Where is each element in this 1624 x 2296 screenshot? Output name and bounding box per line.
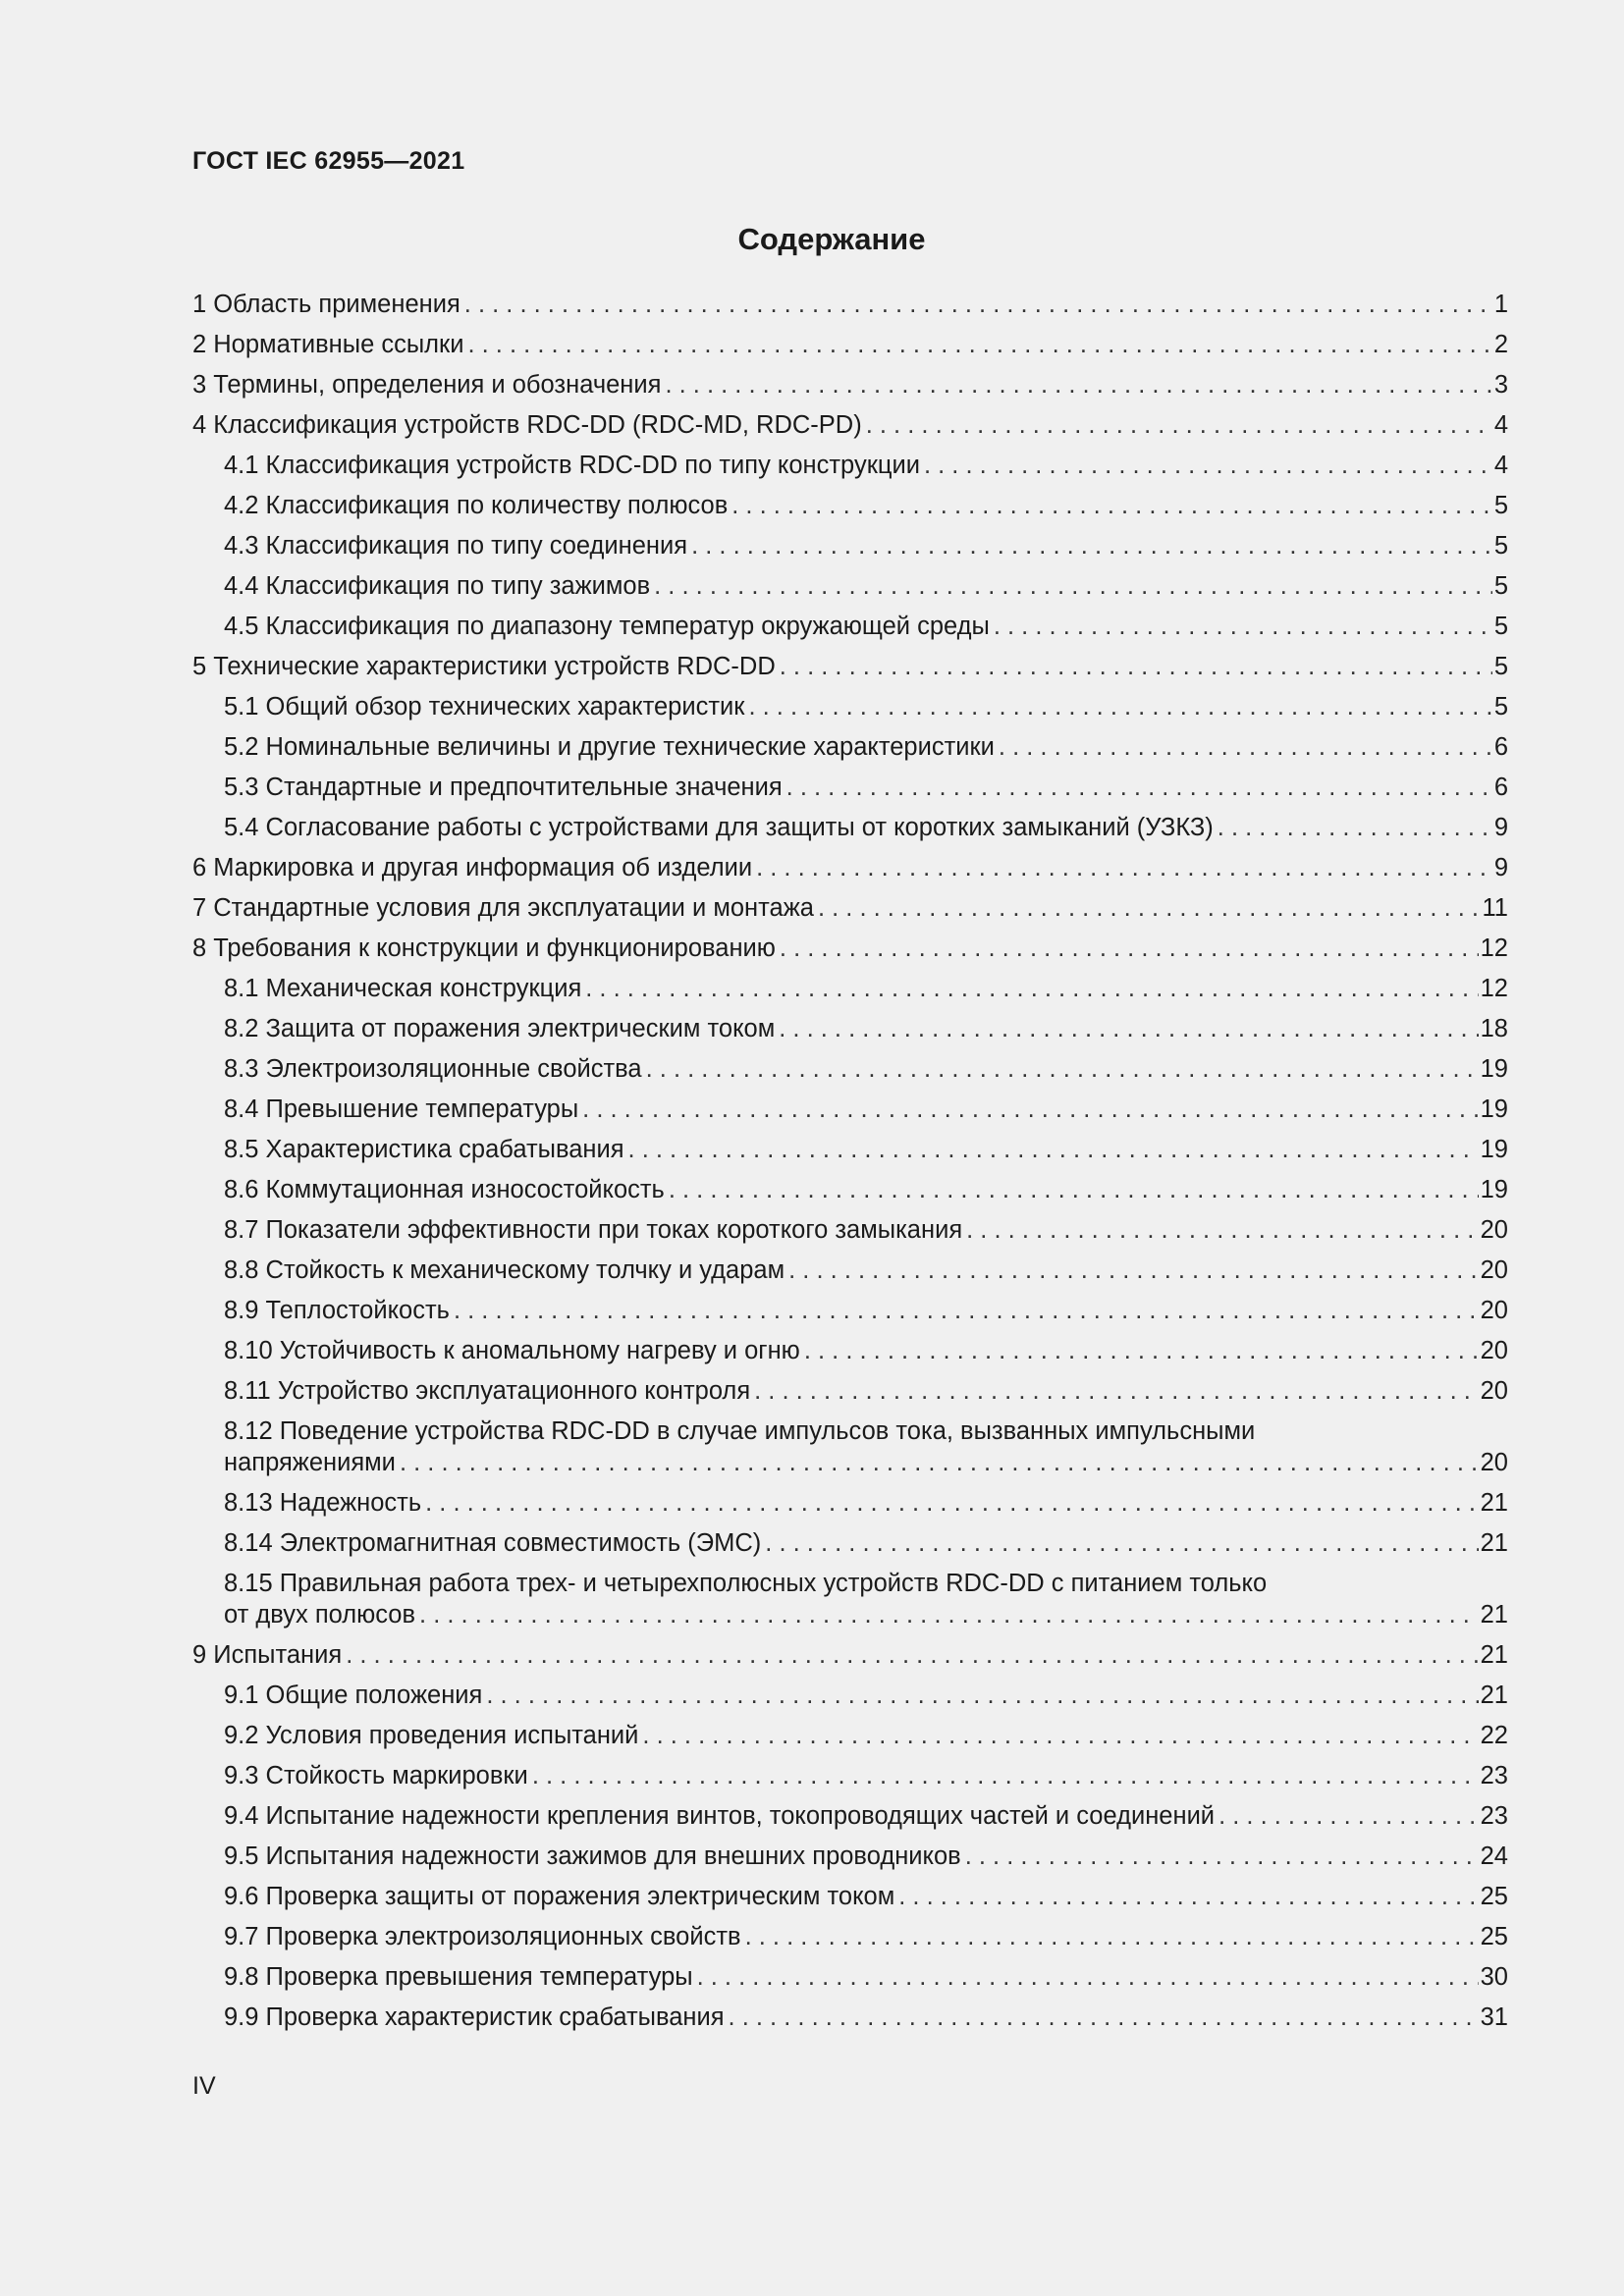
toc-entry[interactable] bbox=[192, 1170, 1508, 1210]
toc-entry-label: 9.3 Стойкость маркировки bbox=[224, 1762, 528, 1789]
toc-entry-label: 8.13 Надежность bbox=[224, 1489, 422, 1517]
toc-entry-page: 6 bbox=[1493, 774, 1508, 801]
dot-leader bbox=[965, 1837, 1479, 1877]
toc-entry[interactable] bbox=[192, 848, 1508, 888]
toc-entry-page: 20 bbox=[1480, 1297, 1508, 1324]
toc-entry-page: 22 bbox=[1480, 1722, 1508, 1749]
toc-entry-label: 5.1 Общий обзор технических характеристик bbox=[224, 693, 745, 721]
toc-entry[interactable] bbox=[192, 1877, 1508, 1917]
toc-entry-label: 9.9 Проверка характеристик срабатывания bbox=[224, 2003, 725, 2031]
dot-leader bbox=[788, 1251, 1478, 1291]
dot-leader bbox=[464, 285, 1492, 325]
toc-entry-label: 9.5 Испытания надежности зажимов для внешних проводников bbox=[224, 1842, 961, 1870]
toc-entry-label: 8.9 Теплостойкость bbox=[224, 1297, 450, 1324]
dot-leader bbox=[585, 969, 1478, 1009]
toc-entry-page: 31 bbox=[1480, 2003, 1508, 2031]
document-header: ГОСТ IEC 62955—2021 bbox=[192, 147, 465, 175]
dot-leader bbox=[999, 727, 1492, 768]
toc-entry[interactable] bbox=[192, 1635, 1508, 1676]
toc-entry-page: 9 bbox=[1493, 814, 1508, 841]
toc-entry-page: 2 bbox=[1493, 331, 1508, 358]
toc-entry-page: 19 bbox=[1480, 1136, 1508, 1163]
toc-entry-page: 9 bbox=[1493, 854, 1508, 881]
dot-leader bbox=[642, 1716, 1478, 1756]
toc-entry-label: 8.6 Коммутационная износостойкость bbox=[224, 1176, 665, 1203]
dot-leader bbox=[425, 1483, 1479, 1523]
toc-entry-page: 21 bbox=[1480, 1641, 1508, 1669]
dot-leader bbox=[467, 325, 1491, 365]
toc-entry-label: 8.7 Показатели эффективности при токах короткого замыкания bbox=[224, 1216, 963, 1244]
toc-entry-label: 8.10 Устойчивость к аномальному нагреву и огню bbox=[224, 1337, 800, 1364]
toc-entry-label: 9.7 Проверка электроизоляционных свойств bbox=[224, 1923, 741, 1950]
toc-entry-page: 1 bbox=[1493, 291, 1508, 318]
toc-entry[interactable] bbox=[192, 1676, 1508, 1716]
toc-entry-page: 4 bbox=[1493, 452, 1508, 479]
toc-entry[interactable] bbox=[192, 1796, 1508, 1837]
toc-entry-page: 21 bbox=[1480, 1601, 1508, 1629]
toc-entry-page: 25 bbox=[1480, 1883, 1508, 1910]
toc-entry[interactable] bbox=[192, 1957, 1508, 1998]
toc-entry-label: 8.8 Стойкость к механическому толчку и ударам bbox=[224, 1256, 785, 1284]
dot-leader bbox=[994, 607, 1492, 647]
page-number: IV bbox=[192, 2072, 216, 2100]
toc-entry[interactable] bbox=[192, 1716, 1508, 1756]
dot-leader bbox=[898, 1877, 1478, 1917]
dot-leader bbox=[748, 687, 1491, 727]
toc-entry[interactable] bbox=[192, 1564, 1508, 1635]
dot-leader bbox=[780, 929, 1479, 969]
toc-entry-label: 8 Требования к конструкции и функционированию bbox=[192, 934, 776, 962]
toc-entry-page: 20 bbox=[1480, 1377, 1508, 1405]
toc-entry[interactable] bbox=[192, 1371, 1508, 1412]
toc-entry-label: 8.15 Правильная работа трех- и четырехполюсных устройств RDC-DD с питанием только bbox=[224, 1570, 1268, 1597]
toc-entry-label: 8.5 Характеристика срабатывания bbox=[224, 1136, 624, 1163]
dot-leader bbox=[419, 1599, 1479, 1630]
toc-entry-label: 4.1 Классификация устройств RDC-DD по типу конструкции bbox=[224, 452, 920, 479]
toc-entry-label: 5.3 Стандартные и предпочтительные значения bbox=[224, 774, 783, 801]
toc-entry-label: 9.1 Общие положения bbox=[224, 1682, 483, 1709]
toc-entry-page: 3 bbox=[1493, 371, 1508, 399]
toc-entry-page: 21 bbox=[1480, 1489, 1508, 1517]
toc-entry-label: 3 Термины, определения и обозначения bbox=[192, 371, 662, 399]
toc-entry-label: 8.14 Электромагнитная совместимость (ЭМС) bbox=[224, 1529, 762, 1557]
toc-entry-label: 8.2 Защита от поражения электрическим током bbox=[224, 1015, 776, 1042]
dot-leader bbox=[697, 1957, 1479, 1998]
toc-entry-label: 5 Технические характеристики устройств RDC-DD bbox=[192, 653, 776, 680]
toc-entry[interactable] bbox=[192, 1251, 1508, 1291]
toc-entry-page: 23 bbox=[1480, 1802, 1508, 1830]
toc-entry-label: 6 Маркировка и другая информация об изделии bbox=[192, 854, 753, 881]
toc-entry-label: 5.4 Согласование работы с устройствами для защиты от коротких замыканий (УЗКЗ) bbox=[224, 814, 1214, 841]
toc-entry[interactable] bbox=[192, 808, 1508, 848]
toc-entry-page: 4 bbox=[1493, 411, 1508, 439]
toc-entry[interactable] bbox=[192, 405, 1508, 446]
dot-leader bbox=[582, 1090, 1478, 1130]
toc-entry-page: 25 bbox=[1480, 1923, 1508, 1950]
toc-entry[interactable] bbox=[192, 1756, 1508, 1796]
toc-entry-page: 11 bbox=[1482, 894, 1508, 922]
toc-entry[interactable] bbox=[192, 1523, 1508, 1564]
toc-entry[interactable] bbox=[192, 1090, 1508, 1130]
toc-entry-label: 5.2 Номинальные величины и другие технические характеристики bbox=[224, 733, 995, 761]
toc-entry-page: 5 bbox=[1493, 492, 1508, 519]
toc-entry-page: 21 bbox=[1480, 1529, 1508, 1557]
toc-entry-page: 5 bbox=[1493, 532, 1508, 560]
dot-leader bbox=[486, 1676, 1478, 1716]
dot-leader bbox=[1218, 1796, 1479, 1837]
toc-entry[interactable] bbox=[192, 929, 1508, 969]
dot-leader bbox=[628, 1130, 1479, 1170]
toc-entry-label: 1 Область применения bbox=[192, 291, 460, 318]
dot-leader bbox=[756, 848, 1492, 888]
toc-entry-page: 19 bbox=[1480, 1176, 1508, 1203]
dot-leader bbox=[780, 647, 1492, 687]
toc-entry-label: 8.1 Механическая конструкция bbox=[224, 975, 582, 1002]
toc-entry[interactable] bbox=[192, 1009, 1508, 1049]
dot-leader bbox=[729, 1998, 1479, 2038]
toc-entry-page: 20 bbox=[1480, 1216, 1508, 1244]
dot-leader bbox=[1218, 808, 1492, 848]
toc-title: Содержание bbox=[737, 222, 926, 256]
toc-entry-label: 8.3 Электроизоляционные свойства bbox=[224, 1055, 642, 1083]
toc-entry-page: 5 bbox=[1493, 613, 1508, 640]
toc-entry[interactable] bbox=[192, 1837, 1508, 1877]
toc-entry-page: 21 bbox=[1480, 1682, 1508, 1709]
toc-entry[interactable] bbox=[192, 1917, 1508, 1957]
toc-entry-label: 9.2 Условия проведения испытаний bbox=[224, 1722, 639, 1749]
toc-entry-page: 12 bbox=[1480, 934, 1508, 962]
toc-entry-label: 7 Стандартные условия для эксплуатации и монтажа bbox=[192, 894, 814, 922]
table-of-contents bbox=[192, 285, 1508, 2038]
toc-entry-label: 4.3 Классификация по типу соединения bbox=[224, 532, 688, 560]
toc-entry-page: 20 bbox=[1480, 1256, 1508, 1284]
toc-entry[interactable] bbox=[192, 607, 1508, 647]
toc-entry-label-continued: напряжениями bbox=[224, 1449, 396, 1476]
toc-entry[interactable] bbox=[192, 687, 1508, 727]
toc-entry-page: 30 bbox=[1480, 1963, 1508, 1991]
toc-entry[interactable] bbox=[192, 1998, 1508, 2038]
toc-entry-page: 20 bbox=[1480, 1337, 1508, 1364]
toc-entry-label: 2 Нормативные ссылки bbox=[192, 331, 464, 358]
toc-entry[interactable] bbox=[192, 365, 1508, 405]
dot-leader bbox=[804, 1331, 1479, 1371]
dot-leader bbox=[966, 1210, 1478, 1251]
toc-entry-label: 4 Классификация устройств RDC-DD (RDC-MD, RDC-PD) bbox=[192, 411, 862, 439]
dot-leader bbox=[669, 1170, 1479, 1210]
toc-entry[interactable] bbox=[192, 486, 1508, 526]
dot-leader bbox=[818, 888, 1481, 929]
toc-entry-page: 5 bbox=[1493, 653, 1508, 680]
toc-entry-page: 20 bbox=[1480, 1449, 1508, 1476]
dot-leader bbox=[346, 1635, 1478, 1676]
toc-entry[interactable] bbox=[192, 325, 1508, 365]
dot-leader bbox=[691, 526, 1492, 566]
toc-entry[interactable] bbox=[192, 285, 1508, 325]
dot-leader bbox=[400, 1447, 1479, 1478]
dot-leader bbox=[454, 1291, 1479, 1331]
toc-entry-label: 9.6 Проверка защиты от поражения электрическим током bbox=[224, 1883, 895, 1910]
dot-leader bbox=[786, 768, 1492, 808]
toc-entry[interactable] bbox=[192, 768, 1508, 808]
toc-entry[interactable] bbox=[192, 1210, 1508, 1251]
toc-entry-label: 4.2 Классификация по количеству полюсов bbox=[224, 492, 729, 519]
dot-leader bbox=[654, 566, 1492, 607]
toc-entry-page: 6 bbox=[1493, 733, 1508, 761]
dot-leader bbox=[665, 365, 1491, 405]
toc-entry-label: 9.8 Проверка превышения температуры bbox=[224, 1963, 693, 1991]
toc-entry[interactable] bbox=[192, 1331, 1508, 1371]
toc-entry-label: 4.5 Классификация по диапазону температур окружающей среды bbox=[224, 613, 990, 640]
toc-entry[interactable] bbox=[192, 446, 1508, 486]
toc-entry[interactable] bbox=[192, 727, 1508, 768]
toc-entry-label: 9.4 Испытание надежности крепления винтов, токопроводящих частей и соединений bbox=[224, 1802, 1216, 1830]
toc-entry[interactable] bbox=[192, 1130, 1508, 1170]
dot-leader bbox=[646, 1049, 1479, 1090]
toc-entry[interactable] bbox=[192, 566, 1508, 607]
dot-leader bbox=[866, 405, 1492, 446]
dot-leader bbox=[731, 486, 1492, 526]
toc-entry[interactable] bbox=[192, 1291, 1508, 1331]
toc-entry-page: 19 bbox=[1480, 1095, 1508, 1123]
toc-entry[interactable] bbox=[192, 526, 1508, 566]
dot-leader bbox=[745, 1917, 1479, 1957]
toc-entry-label-continued: от двух полюсов bbox=[224, 1601, 416, 1629]
dot-leader bbox=[765, 1523, 1478, 1564]
toc-entry-label: 8.11 Устройство эксплуатационного контроля bbox=[224, 1377, 751, 1405]
toc-entry-page: 19 bbox=[1480, 1055, 1508, 1083]
toc-entry[interactable] bbox=[192, 1483, 1508, 1523]
toc-entry[interactable] bbox=[192, 888, 1508, 929]
dot-leader bbox=[754, 1371, 1479, 1412]
dot-leader bbox=[779, 1009, 1478, 1049]
toc-entry[interactable] bbox=[192, 647, 1508, 687]
toc-entry-page: 24 bbox=[1480, 1842, 1508, 1870]
toc-entry-page: 18 bbox=[1480, 1015, 1508, 1042]
dot-leader bbox=[532, 1756, 1479, 1796]
dot-leader bbox=[924, 446, 1492, 486]
toc-entry-page: 5 bbox=[1493, 572, 1508, 600]
toc-entry[interactable] bbox=[192, 969, 1508, 1009]
toc-entry-label: 8.4 Превышение температуры bbox=[224, 1095, 579, 1123]
toc-entry-page: 23 bbox=[1480, 1762, 1508, 1789]
toc-entry[interactable] bbox=[192, 1412, 1508, 1483]
toc-entry-label: 4.4 Классификация по типу зажимов bbox=[224, 572, 651, 600]
toc-entry-label: 9 Испытания bbox=[192, 1641, 343, 1669]
toc-entry-page: 5 bbox=[1493, 693, 1508, 721]
toc-entry[interactable] bbox=[192, 1049, 1508, 1090]
toc-entry-label: 8.12 Поведение устройства RDC-DD в случае импульсов тока, вызванных импульсными bbox=[224, 1417, 1256, 1445]
toc-entry-page: 12 bbox=[1480, 975, 1508, 1002]
